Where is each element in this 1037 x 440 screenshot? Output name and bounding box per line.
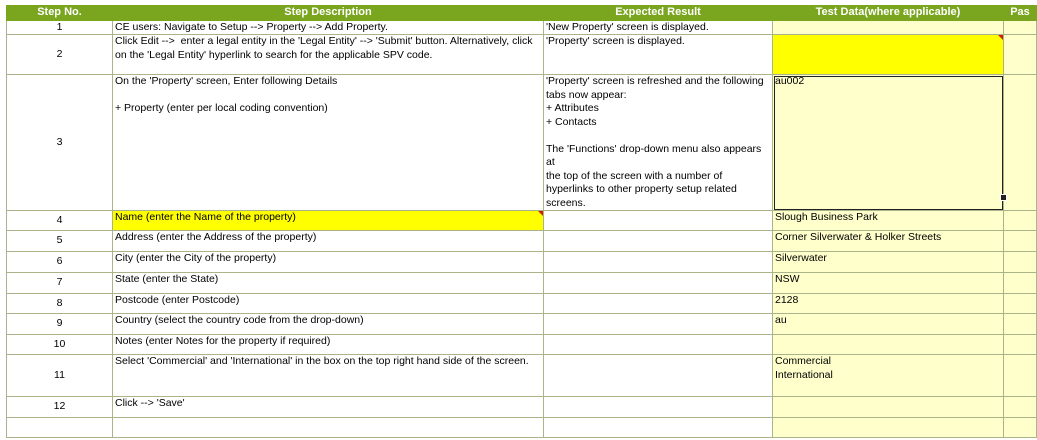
step-no-cell[interactable]: 8 xyxy=(7,294,113,314)
test-data-cell[interactable] xyxy=(773,20,1004,35)
test-data-cell-line: au002 xyxy=(775,75,805,87)
step-description-cell-line: State (enter the State) xyxy=(115,273,219,285)
step-description-cell[interactable] xyxy=(113,397,544,418)
test-data-cell[interactable] xyxy=(773,314,1004,335)
step-description-cell-line: Select 'Commercial' and 'International' in the box on the top right hand side of the screen. xyxy=(115,355,529,367)
step-description-cell-line: Notes (enter Notes for the property if required) xyxy=(115,335,331,347)
expected-result-cell[interactable] xyxy=(544,418,773,438)
expected-result-cell-line: the top of the screen with a number of xyxy=(546,169,723,182)
step-description-cell[interactable] xyxy=(113,211,544,231)
header-expected-result[interactable]: Expected Result xyxy=(544,6,773,21)
expected-result-cell-line: tabs now appear: xyxy=(546,88,627,101)
step-description-cell-line: City (enter the City of the property) xyxy=(115,252,277,264)
step-no-cell[interactable]: 4 xyxy=(7,211,113,231)
table-row xyxy=(7,335,1037,355)
expected-result-cell-line: 'Property' screen is refreshed and the following xyxy=(546,75,764,87)
expected-result-cell[interactable] xyxy=(544,75,773,211)
step-no-cell[interactable]: 10 xyxy=(7,335,113,355)
step-no-cell[interactable] xyxy=(7,418,113,438)
expected-result-cell[interactable] xyxy=(544,355,773,397)
expected-result-cell-line: The 'Functions' drop-down menu also appears at xyxy=(546,142,765,168)
table-row xyxy=(7,355,1037,397)
test-data-cell[interactable] xyxy=(773,355,1004,397)
step-description-cell[interactable] xyxy=(113,20,544,35)
step-description-cell[interactable] xyxy=(113,355,544,397)
table-row xyxy=(7,418,1037,438)
step-no-cell[interactable]: 6 xyxy=(7,252,113,273)
test-data-cell-line: 2128 xyxy=(775,294,799,306)
step-description-cell-line: On the 'Property' screen, Enter following Details xyxy=(115,75,338,87)
pass-cell[interactable] xyxy=(1004,397,1037,418)
pass-cell[interactable] xyxy=(1004,355,1037,397)
test-data-cell[interactable] xyxy=(773,211,1004,231)
table-row xyxy=(7,211,1037,231)
pass-cell[interactable] xyxy=(1004,35,1037,75)
step-description-cell[interactable] xyxy=(113,252,544,273)
step-no-cell[interactable]: 11 xyxy=(7,355,113,397)
test-data-cell[interactable] xyxy=(773,294,1004,314)
step-no-cell[interactable]: 9 xyxy=(7,314,113,335)
step-description-cell[interactable] xyxy=(113,335,544,355)
step-no-cell[interactable]: 1 xyxy=(7,20,113,35)
header-step-description[interactable]: Step Description xyxy=(113,6,544,21)
pass-cell[interactable] xyxy=(1004,20,1037,35)
fill-handle[interactable] xyxy=(1000,194,1007,201)
step-description-cell-line: on the 'Legal Entity' hyperlink to search for the applicable SPV code. xyxy=(115,48,433,61)
test-data-cell-line: Silverwater xyxy=(775,252,827,264)
pass-cell[interactable] xyxy=(1004,273,1037,294)
table-row xyxy=(7,75,1037,211)
table-row xyxy=(7,252,1037,273)
table-row xyxy=(7,294,1037,314)
step-description-cell-line: Address (enter the Address of the property) xyxy=(115,231,317,243)
pass-cell[interactable] xyxy=(1004,314,1037,335)
expected-result-cell-line: + Attributes xyxy=(546,102,599,114)
expected-result-cell[interactable] xyxy=(544,20,773,35)
table-row xyxy=(7,231,1037,252)
table-row xyxy=(7,273,1037,294)
step-description-cell[interactable] xyxy=(113,418,544,438)
step-description-cell-line: Click --> 'Save' xyxy=(115,397,185,409)
header-pass[interactable]: Pas xyxy=(1004,6,1037,21)
step-no-cell[interactable]: 5 xyxy=(7,231,113,252)
step-description-cell-line: Postcode (enter Postcode) xyxy=(115,294,240,306)
test-data-cell[interactable] xyxy=(773,397,1004,418)
test-data-cell-line: NSW xyxy=(775,273,800,285)
header-row xyxy=(7,6,1037,21)
expected-result-cell[interactable] xyxy=(544,252,773,273)
pass-cell[interactable] xyxy=(1004,231,1037,252)
test-data-cell[interactable] xyxy=(773,273,1004,294)
pass-cell[interactable] xyxy=(1004,211,1037,231)
test-data-cell[interactable] xyxy=(773,75,1004,211)
pass-cell[interactable] xyxy=(1004,335,1037,355)
step-description-cell-line: CE users: Navigate to Setup --> Property --> Add Property. xyxy=(115,20,388,33)
expected-result-cell[interactable] xyxy=(544,35,773,75)
step-no-cell[interactable]: 7 xyxy=(7,273,113,294)
step-description-cell[interactable] xyxy=(113,294,544,314)
test-data-cell[interactable] xyxy=(773,418,1004,438)
pass-cell[interactable] xyxy=(1004,294,1037,314)
expected-result-cell-line: screens. xyxy=(546,196,586,209)
step-no-cell[interactable]: 2 xyxy=(7,35,113,75)
table-row xyxy=(7,397,1037,418)
test-data-cell[interactable] xyxy=(773,335,1004,355)
expected-result-cell-line: 'Property' screen is displayed. xyxy=(546,35,685,47)
step-description-cell[interactable] xyxy=(113,231,544,252)
expected-result-cell-line: + Contacts xyxy=(546,115,597,128)
pass-cell[interactable] xyxy=(1004,418,1037,438)
test-data-cell-line: Corner Silverwater & Holker Streets xyxy=(775,231,942,243)
header-step-no[interactable]: Step No. xyxy=(7,6,113,21)
step-description-cell-line: Click Edit --> enter a legal entity in the 'Legal Entity' --> 'Submit' button. Alternatively, click xyxy=(115,35,533,47)
expected-result-cell[interactable] xyxy=(544,273,773,294)
step-no-cell[interactable]: 3 xyxy=(7,75,113,211)
pass-cell[interactable] xyxy=(1004,75,1037,211)
expected-result-cell[interactable] xyxy=(544,314,773,335)
expected-result-cell[interactable] xyxy=(544,231,773,252)
step-description-cell[interactable] xyxy=(113,75,544,211)
expected-result-cell[interactable] xyxy=(544,397,773,418)
table-row xyxy=(7,314,1037,335)
test-steps-table xyxy=(6,5,1037,438)
expected-result-cell[interactable] xyxy=(544,211,773,231)
test-data-cell-line: au xyxy=(775,314,787,326)
test-data-cell[interactable] xyxy=(773,35,1004,75)
table-row xyxy=(7,35,1037,75)
step-description-cell-line xyxy=(115,89,541,103)
test-data-cell[interactable] xyxy=(773,252,1004,273)
step-no-cell[interactable]: 12 xyxy=(7,397,113,418)
test-data-cell[interactable] xyxy=(773,231,1004,252)
test-data-cell-line: Slough Business Park xyxy=(775,211,878,223)
header-test-data[interactable]: Test Data(where applicable) xyxy=(773,6,1004,21)
pass-cell[interactable] xyxy=(1004,252,1037,273)
expected-result-cell-line: 'New Property' screen is displayed. xyxy=(546,20,709,33)
table-row xyxy=(7,20,1037,35)
table-body xyxy=(7,20,1037,438)
test-data-cell-line: Commercial xyxy=(775,355,832,367)
expected-result-cell-line xyxy=(546,129,770,143)
step-description-cell-line: + Property (enter per local coding convention) xyxy=(115,102,328,114)
step-description-cell[interactable] xyxy=(113,314,544,335)
expected-result-cell[interactable] xyxy=(544,335,773,355)
step-description-cell-line: Country (select the country code from the drop-down) xyxy=(115,314,364,326)
expected-result-cell-line: hyperlinks to other property setup related xyxy=(546,183,737,195)
step-description-cell[interactable] xyxy=(113,273,544,294)
expected-result-cell[interactable] xyxy=(544,294,773,314)
step-description-cell-line: Name (enter the Name of the property) xyxy=(115,211,296,223)
test-data-cell-line: International xyxy=(775,368,833,381)
step-description-cell[interactable] xyxy=(113,35,544,75)
